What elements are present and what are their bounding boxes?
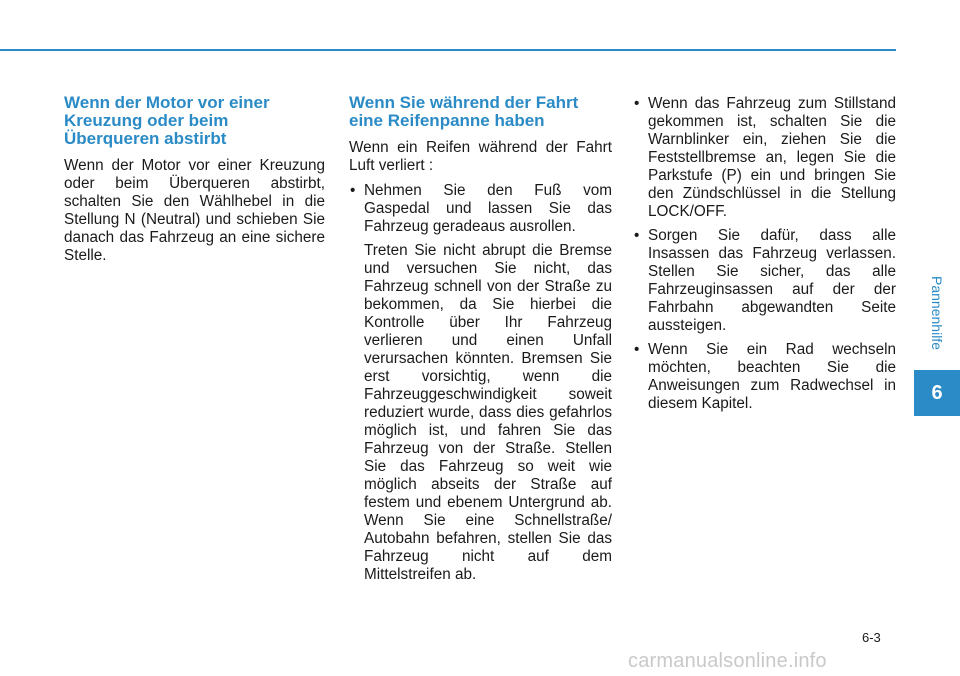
chapter-side-label: Pannenhilfe — [929, 276, 945, 350]
flat-tire-list — [349, 182, 612, 236]
flat-tire-intro: Wenn ein Reifen während der Fahrt Luft verliert : — [349, 139, 612, 174]
flat-tire-detail-paragraph: Treten Sie nicht abrupt die Bremse und versuchen Sie nicht, das Fahrzeug schnell von der Straße zu bekommen, da Sie hierbei die Kontrolle über Ihr Fahrzeug verlieren und einen Unfall verursachen könnten. Bremsen Sie erst vorsichtig, wenn die Fahrzeuggeschwindigkeit soweit reduziert wurde, dass dies gefahrlos möglich ist, und fahren Sie das Fahrzeug von der Straße. Stellen Sie das Fahrzeug so weit wie möglich abseits der Straße auf festem und ebenem Untergrund ab. Wenn Sie eine Schnellstraße/ Autobahn befahren, stellen Sie das Fahrzeug nicht auf dem Mittelstreifen ab. — [364, 242, 612, 583]
column-1 — [64, 94, 325, 272]
list-item: • Wenn das Fahrzeug zum Stillstand gekommen ist, schalten Sie die Warnblinker ein, ziehen Sie die Feststellbremse an, legen Sie die Parkstufe (P) ein und bringen Sie den Zündschlüssel in die Stellung LOCK/OFF. — [633, 95, 896, 221]
engine-stall-paragraph: Wenn der Motor vor einer Kreuzung oder beim Überqueren abstirbt, schalten Sie den Wählhebel in die Stellung N (Neutral) und schieben Sie danach das Fahrzeug an eine sichere Stelle. — [64, 157, 325, 264]
chapter-tab: 6 — [914, 370, 960, 416]
list-item: • Wenn Sie ein Rad wechseln möchten, beachten Sie die Anweisungen zum Radwechsel in diesem Kapitel. — [633, 341, 896, 413]
list-item: • Nehmen Sie den Fuß vom Gaspedal und lassen Sie das Fahrzeug geradeaus ausrollen. — [349, 182, 612, 236]
procedure-list — [633, 95, 896, 413]
column-2 — [349, 94, 612, 591]
list-item: • Sorgen Sie dafür, dass alle Insassen das Fahrzeug verlassen. Stellen Sie sicher, das alle Fahrzeuginsassen auf der der Fahrbahn abgewandten Seite aussteigen. — [633, 227, 896, 335]
page-number: 6-3 — [862, 630, 881, 645]
column-3 — [633, 95, 896, 419]
header-rule — [0, 49, 896, 51]
section-heading-engine-stall: Wenn der Motor vor einer Kreuzung oder beim Überqueren abstirbt — [64, 93, 270, 148]
footer-watermark: carmanualsonline.info — [628, 650, 827, 672]
section-heading-flat-tire: Wenn Sie während der Fahrt eine Reifenpanne haben — [349, 93, 579, 130]
